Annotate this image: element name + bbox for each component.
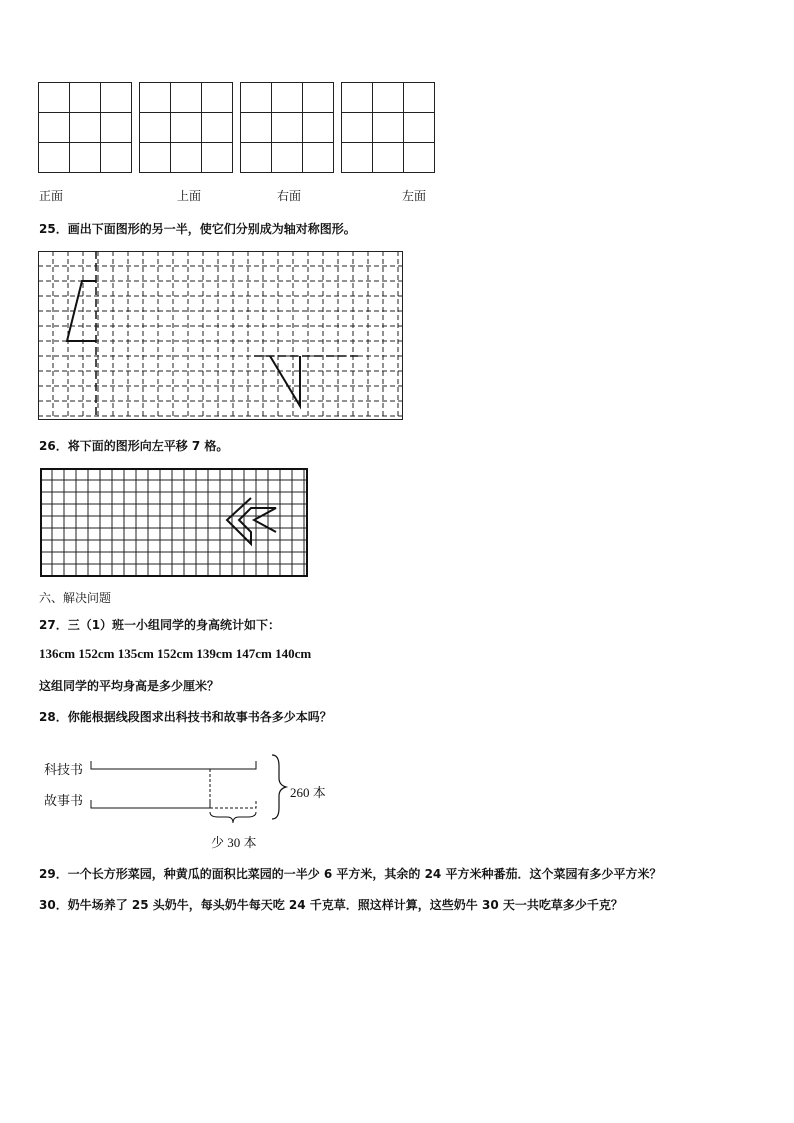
translation-grid-border bbox=[41, 469, 307, 576]
view-grid-top bbox=[139, 82, 233, 173]
question-25: 25．画出下面图形的另一半，使它们分别成为轴对称图形。 bbox=[39, 222, 356, 236]
story-segment bbox=[91, 800, 210, 808]
section-6-title: 六、解决问题 bbox=[39, 591, 112, 605]
view-label-left: 左面 bbox=[402, 189, 427, 203]
half-triangle bbox=[270, 356, 300, 406]
question-30: 30．奶牛场养了 25 头奶牛，每头奶牛每天吃 24 千克草．照这样计算，这些奶牛 30 天一共吃草多少千克？ bbox=[39, 898, 623, 912]
question-28: 28．你能根据线段图求出科技书和故事书各多少本吗？ bbox=[39, 710, 332, 724]
view-label-right: 右面 bbox=[277, 189, 302, 203]
symmetry-grid-border bbox=[39, 252, 403, 420]
difference-label: 少 30 本 bbox=[211, 835, 257, 850]
science-segment bbox=[91, 761, 256, 769]
question-26: 26．将下面的图形向左平移 7 格。 bbox=[39, 439, 229, 453]
question-29: 29．一个长方形菜园，种黄瓜的面积比菜园的一半少 6 平方米，其余的 24 平方米种番茄．这个菜园有多少平方米？ bbox=[39, 867, 662, 881]
total-label: 260 本 bbox=[290, 785, 326, 800]
question-27: 27．三（1）班一小组同学的身高统计如下： bbox=[39, 618, 281, 632]
right-brace bbox=[272, 755, 286, 819]
view-grid-front bbox=[38, 82, 132, 173]
line-segment-diagram bbox=[88, 752, 288, 832]
label-science-books: 科技书 bbox=[44, 762, 84, 777]
label-story-books: 故事书 bbox=[44, 793, 84, 808]
symmetry-grid bbox=[38, 251, 404, 421]
bottom-brace bbox=[210, 812, 256, 823]
view-grid-left bbox=[341, 82, 435, 173]
view-label-front: 正面 bbox=[39, 189, 64, 203]
question-27-ask: 这组同学的平均身高是多少厘米？ bbox=[39, 679, 220, 693]
heights-list: 136cm 152cm 135cm 152cm 139cm 147cm 140cm bbox=[39, 646, 312, 661]
view-grid-right bbox=[240, 82, 334, 173]
arrow-shape bbox=[227, 498, 276, 544]
view-label-top: 上面 bbox=[177, 189, 202, 203]
translation-grid bbox=[40, 468, 308, 577]
difference-dashed-segment bbox=[210, 800, 256, 808]
